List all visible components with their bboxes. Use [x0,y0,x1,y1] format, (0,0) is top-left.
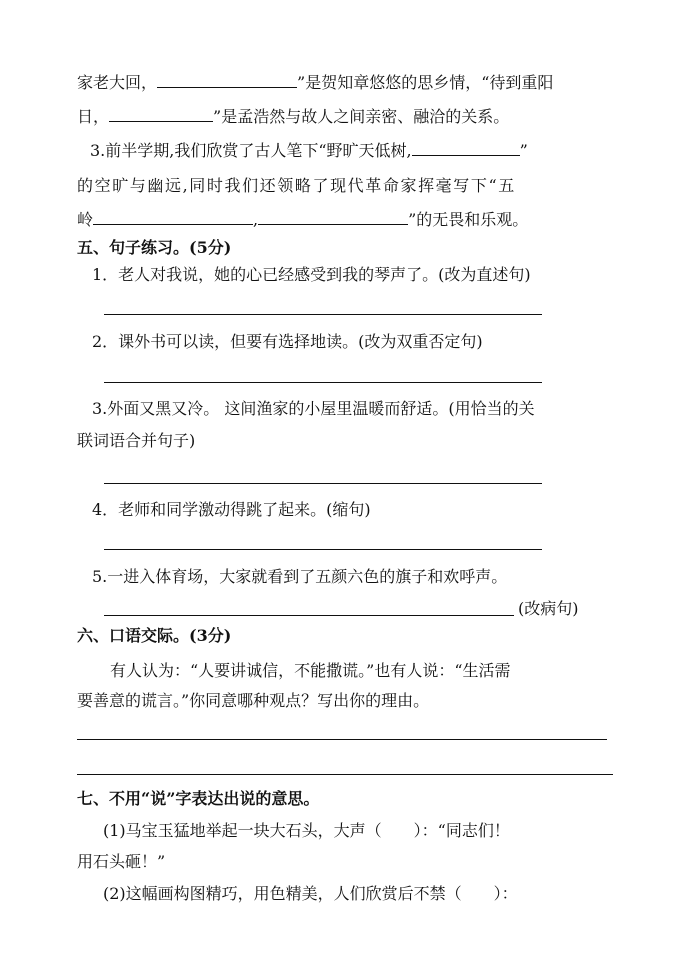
section7-q2-line1: (2)这幅画构图精巧，用色精美，人们欣赏后不禁（ ）： [103,884,518,903]
answer-line-s6-2[interactable] [77,774,613,775]
section6-heading: 六、口语交际。(3分) [77,626,232,645]
section5-q2: 2．课外书可以读，但要有选择地读。(改为双重否定句) [92,332,483,351]
poem-line-3-suffix: ” [519,141,528,160]
poem-line-1-prefix: 家老大回， [77,73,158,92]
poem-line-5 [77,209,528,231]
section5-q3-line1: 3.外面又黑又冷。 这间渔家的小屋里温暖而舒适。(用恰当的关 [92,399,535,418]
blank-5[interactable] [258,210,408,225]
section5-q4: 4．老师和同学激动得跳了起来。(缩句) [92,500,371,519]
poem-line-5-suffix: ”的无畏和乐观。 [408,210,529,229]
blank-1[interactable] [157,73,297,88]
section6-text-line1: 有人认为：“人要讲诚信，不能撒谎。”也有人说：“生活需 [110,661,511,680]
answer-line-s6-1[interactable] [77,739,607,740]
answer-line-q3[interactable] [104,483,542,484]
poem-line-5-prefix: 岭 [77,210,94,229]
blank-4[interactable] [93,210,253,225]
poem-line-3 [90,140,528,162]
section5-q1: 1．老人对我说，她的心已经感受到我的琴声了。(改为直述句) [92,265,531,284]
poem-line-4: 的空旷与幽远,同时我们还领略了现代革命家挥毫写下“五 [77,176,516,195]
section5-q3-line2: 联词语合并句子) [77,431,196,450]
poem-line-2-suffix: ”是孟浩然与故人之间亲密、融洽的关系。 [213,107,510,126]
answer-line-q4[interactable] [104,549,542,550]
poem-line-3-prefix: 3.前半学期,我们欣赏了古人笔下“野旷天低树, [90,141,412,160]
poem-line-2-prefix: 日， [77,107,110,126]
section7-q1-line1: (1)马宝玉猛地举起一块大石头，大声（ ）：“同志们！ [103,821,510,840]
section7-heading: 七、不用“说”字表达出说的意思。 [77,789,320,808]
section6-text-line2: 要善意的谎言。”你同意哪种观点？写出你的理由。 [77,691,430,710]
section7-q1-line2: 用石头砸！” [77,852,166,871]
blank-2[interactable] [109,107,213,122]
poem-line-1 [77,72,553,94]
answer-line-q5[interactable] [104,615,514,616]
poem-line-1-suffix: ”是贺知章悠悠的思乡情，“待到重阳 [297,73,554,92]
poem-line-5-middle: , [253,210,259,229]
answer-line-q1[interactable] [104,314,542,315]
section5-q5-note: (改病句) [518,599,579,618]
blank-3[interactable] [412,141,520,156]
section5-heading: 五、句子练习。(5分) [77,238,232,257]
answer-line-q2[interactable] [104,382,542,383]
poem-line-2 [77,106,509,128]
section5-q5: 5.一进入体育场，大家就看到了五颜六色的旗子和欢呼声。 [92,567,508,586]
